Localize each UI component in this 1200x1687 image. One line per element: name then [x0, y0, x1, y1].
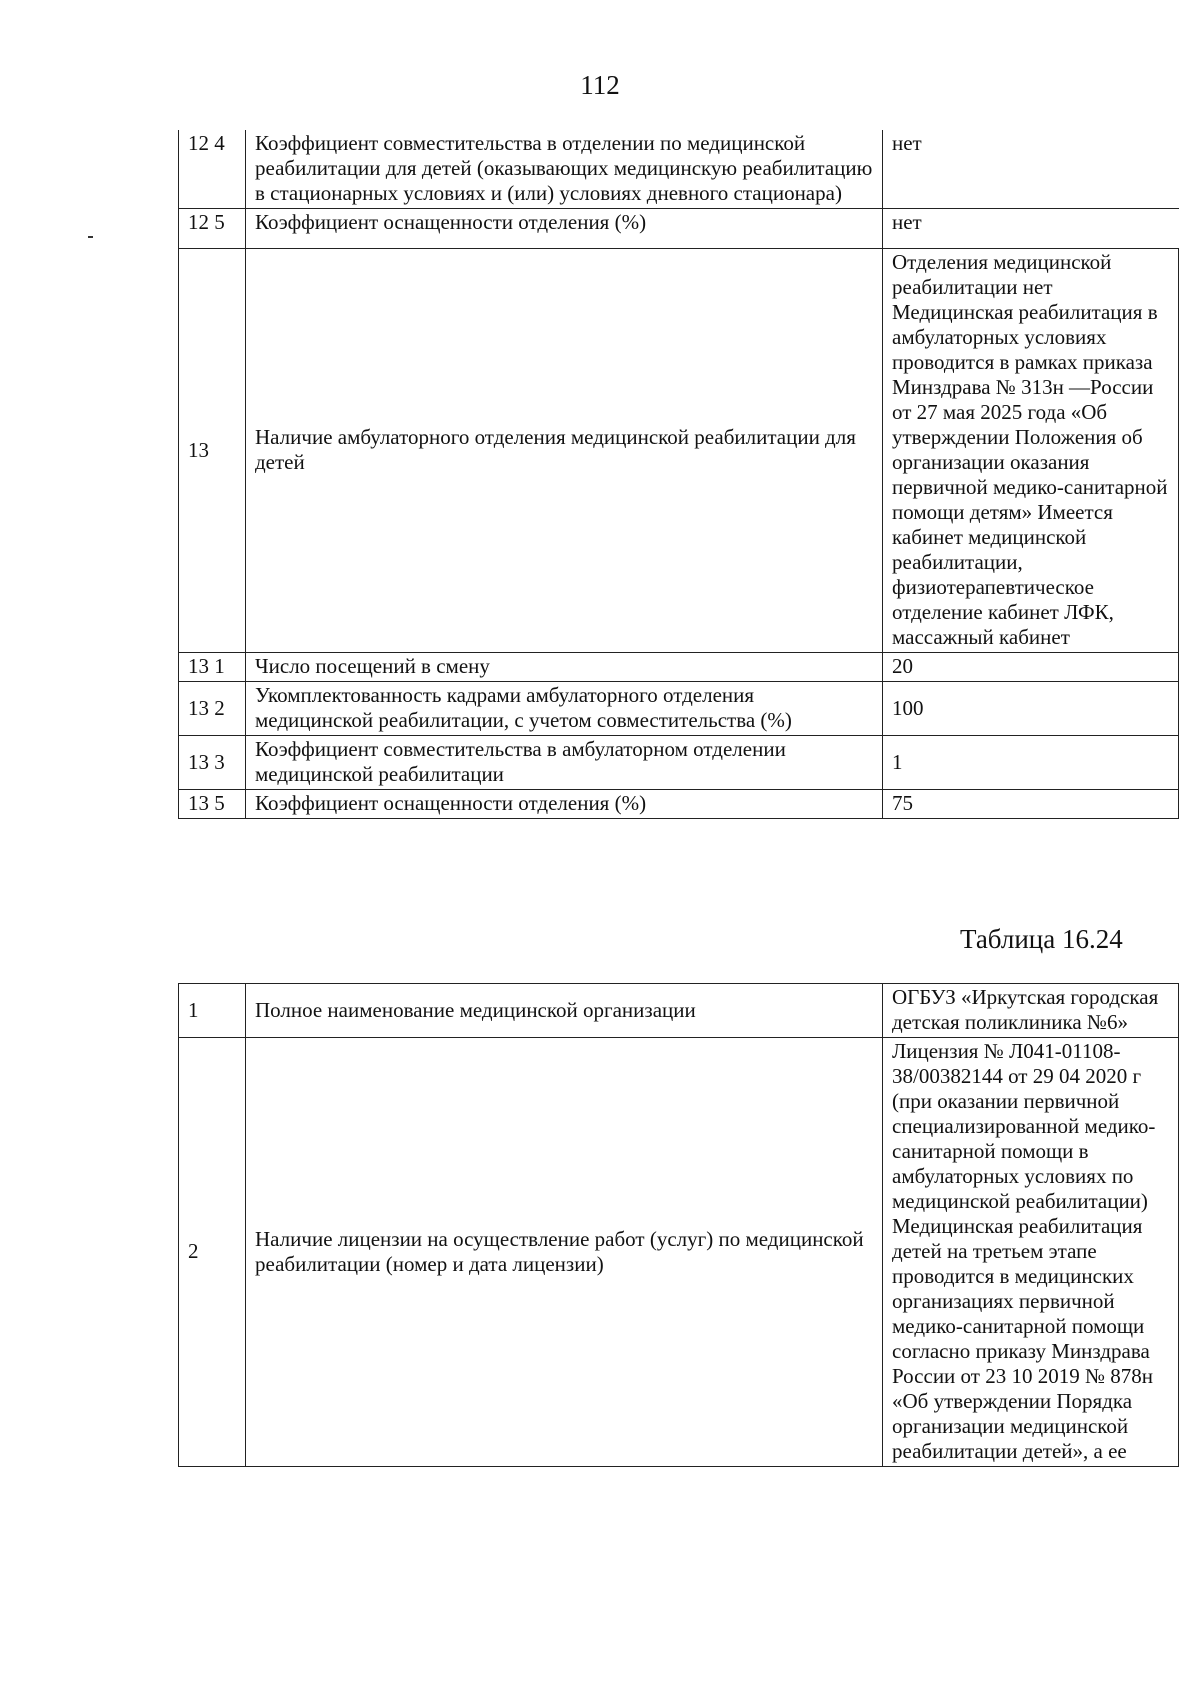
- row-label: Наличие амбулаторного отделения медицинской реабилитации для детей: [246, 249, 883, 653]
- table-row: [179, 1038, 1179, 1467]
- rehab-indicators-table: [178, 130, 1179, 819]
- row-label: Коэффициент оснащенности отделения (%): [246, 790, 883, 819]
- row-label: Коэффициент совместительства в отделении по медицинской реабилитации для детей (оказывающих медицинскую реабилитацию в стационарных условиях и (или) условиях дневного стационара): [246, 130, 883, 209]
- row-value: 20: [883, 653, 1179, 682]
- margin-mark: [88, 236, 93, 238]
- row-number: 13 2: [179, 682, 246, 736]
- row-number: 12 5: [179, 209, 246, 249]
- row-number: 13 5: [179, 790, 246, 819]
- table-row: [179, 984, 1179, 1038]
- organization-info-table: [178, 983, 1179, 1467]
- row-value: ОГБУЗ «Иркутская городская детская поликлиника №6»: [883, 984, 1179, 1038]
- row-label: Число посещений в смену: [246, 653, 883, 682]
- row-value: 1: [883, 736, 1179, 790]
- row-label: Наличие лицензии на осуществление работ (услуг) по медицинской реабилитации (номер и дата лицензии): [246, 1038, 883, 1467]
- row-label: Полное наименование медицинской организации: [246, 984, 883, 1038]
- row-label: Коэффициент совместительства в амбулаторном отделении медицинской реабилитации: [246, 736, 883, 790]
- row-value: 75: [883, 790, 1179, 819]
- table-row: [179, 682, 1179, 736]
- table-row: [179, 653, 1179, 682]
- row-number: 1: [179, 984, 246, 1038]
- row-value: Лицензия № Л041-01108-38/00382144 от 29 04 2020 г (при оказании первичной специализированной медико-санитарной помощи в амбулаторных условиях по медицинской реабилитации) Медицинская реабилитация детей на третьем этапе проводится в медицинских организациях первичной медико-санитарной помощи согласно приказу Минздрава России от 23 10 2019 № 878н «Об утверждении Порядка организации медицинской реабилитации детей», а ее: [883, 1038, 1179, 1467]
- row-value: нет: [883, 209, 1179, 249]
- row-value: Отделения медицинской реабилитации нет Медицинская реабилитация в амбулаторных условиях проводится в рамках приказа Минздрава № 313н —России от 27 мая 2025 года «Об утверждении Положения об организации оказания первичной медико-санитарной помощи детям» Имеется кабинет медицинской реабилитации, физиотерапевтическое отделение кабинет ЛФК, массажный кабинет: [883, 249, 1179, 653]
- table-caption: Таблица 16.24: [960, 924, 1123, 954]
- table-row: [179, 736, 1179, 790]
- row-number: 12 4: [179, 130, 246, 209]
- row-number: 13 1: [179, 653, 246, 682]
- row-number: 13 3: [179, 736, 246, 790]
- row-value: нет: [883, 130, 1179, 209]
- row-number: 2: [179, 1038, 246, 1467]
- table-row: [179, 209, 1179, 249]
- table-row: [179, 790, 1179, 819]
- row-number: 13: [179, 249, 246, 653]
- row-value: 100: [883, 682, 1179, 736]
- table-row: [179, 130, 1179, 209]
- page-number: 112: [580, 70, 620, 100]
- row-label: Укомплектованность кадрами амбулаторного отделения медицинской реабилитации, с учетом совместительства (%): [246, 682, 883, 736]
- row-label: Коэффициент оснащенности отделения (%): [246, 209, 883, 249]
- table-row: [179, 249, 1179, 653]
